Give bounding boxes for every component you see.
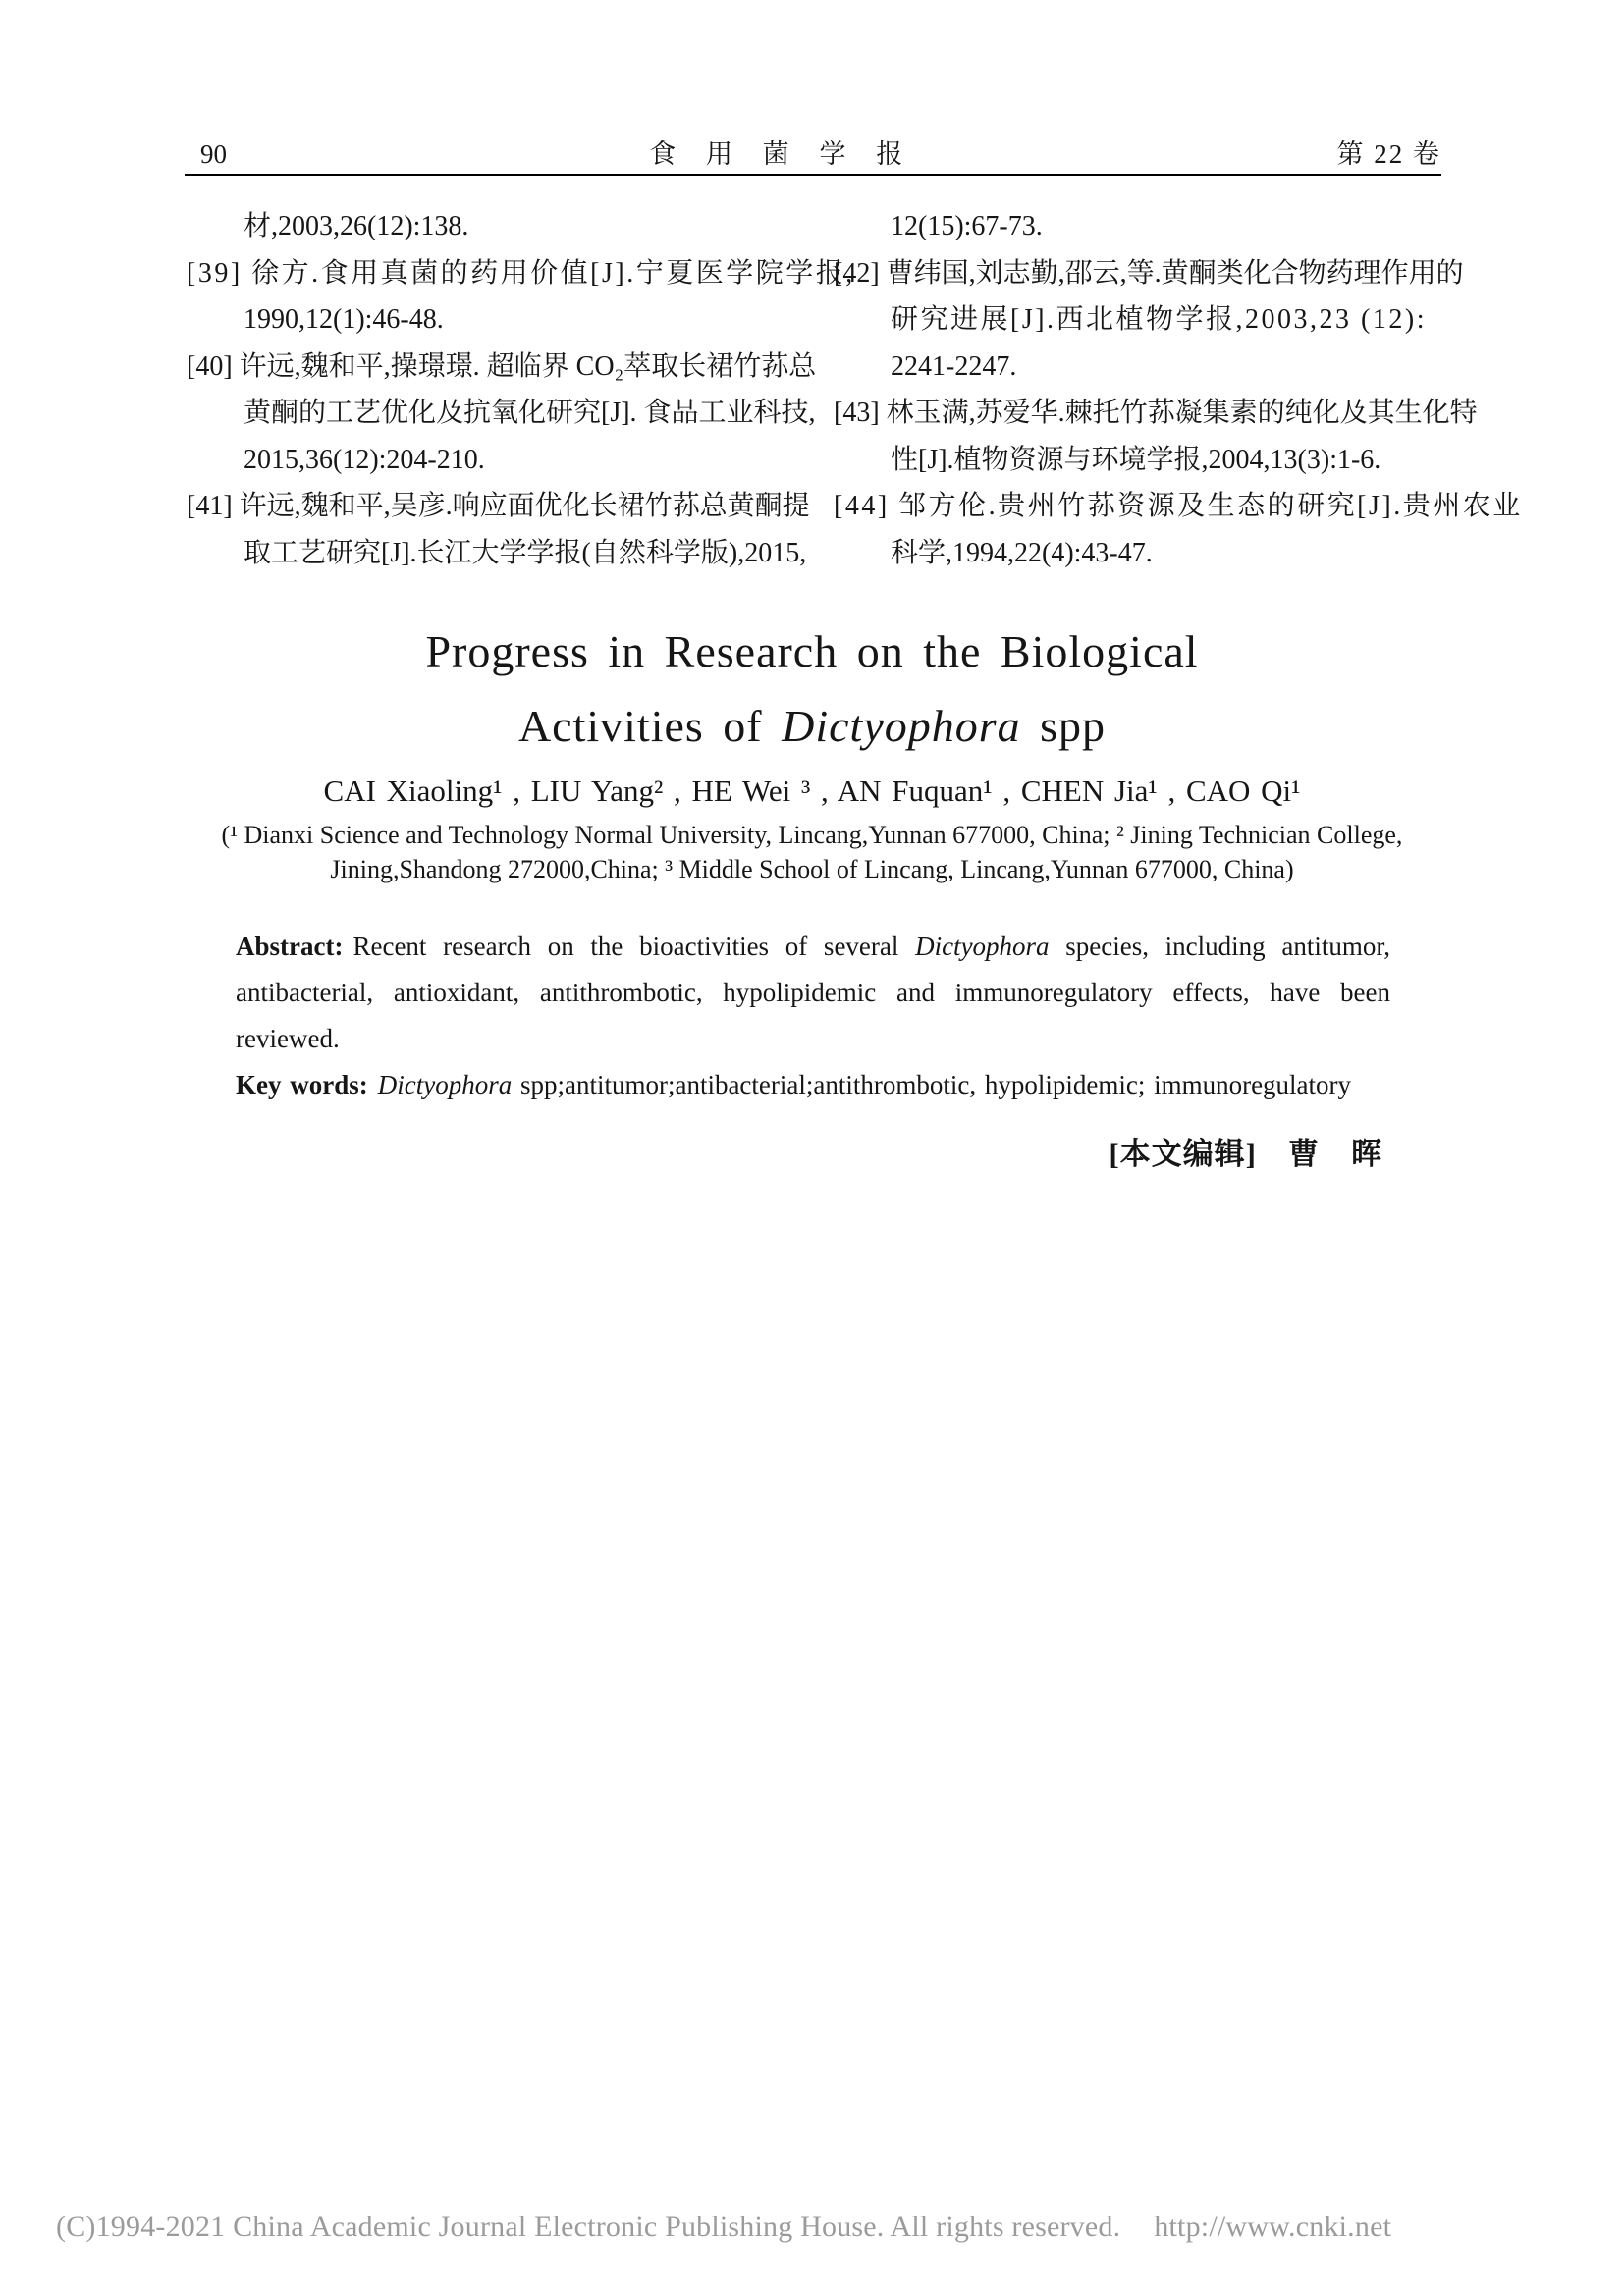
title-line-2 xyxy=(0,689,1624,764)
reference-line: 取工艺研究[J].长江大学学报(自然科学版),2015, xyxy=(244,537,807,568)
title-line-2-pre: Activities of xyxy=(517,701,783,751)
reference-line: [44] 邹方伦.贵州竹荪资源及生态的研究[J].贵州农业 xyxy=(834,491,1523,521)
reference-line: [43] 林玉满,苏爱华.棘托竹荪凝集素的纯化及其生化特 xyxy=(834,398,1478,428)
reference-line: 2241-2247. xyxy=(891,350,1017,382)
genus-name-italic: Dictyophora xyxy=(915,932,1050,961)
article-title xyxy=(0,614,1624,764)
reference-line: 科学,1994,22(4):43-47. xyxy=(891,537,1153,568)
keywords-text: spp;antitumor;antibacterial;antithrombotic, hypolipidemic; immunoregulatory xyxy=(512,1070,1352,1099)
authors-line: CAI Xiaoling¹ , LIU Yang² , HE Wei ³ , AN Fuquan¹ , CHEN Jia¹ , CAO Qi¹ xyxy=(323,774,1301,808)
header-divider xyxy=(185,174,1441,176)
reference-line: 黄酮的工艺优化及抗氧化研究[J]. 食品工业科技, xyxy=(244,398,816,428)
running-head xyxy=(185,139,1441,169)
abstract-text-after: species, including antitumor, antibacterial, antioxidant, antithrombotic, hypolipidemic and immunoregulatory effects, have been reviewed. xyxy=(236,932,1390,1053)
title-line-2-post: spp xyxy=(1020,701,1107,751)
title-line-1: Progress in Research on the Biological xyxy=(425,626,1199,676)
editor-note: [本文编辑] 曹 晖 xyxy=(1109,1137,1382,1171)
affiliation-line-1: (¹ Dianxi Science and Technology Normal University, Lincang,Yunnan 677000, China; ² Jining Technician College, xyxy=(221,821,1403,849)
reference-line: [41] 许远,魏和平,吴彦.响应面优化长裙竹荪总黄酮提 xyxy=(187,491,810,521)
reference-line: 性[J].植物资源与环境学报,2004,13(3):1-6. xyxy=(891,444,1381,475)
abstract-text-before: Recent research on the bioactivities of several xyxy=(352,932,916,961)
keywords-paragraph xyxy=(236,1062,1390,1108)
abstract-label: Abstract: xyxy=(236,932,344,961)
references-left-column xyxy=(187,203,855,576)
reference-line: 材,2003,26(12):138. xyxy=(244,211,469,241)
page-number: 90 xyxy=(200,139,227,169)
reference-line: 12(15):67-73. xyxy=(891,211,1043,241)
reference-line: [39] 徐方.食用真菌的药用价值[J].宁夏医学院学报, xyxy=(187,257,855,289)
volume-label: 第 22 卷 xyxy=(1336,139,1441,169)
affiliations xyxy=(0,818,1624,886)
affiliation-line-2: Jining,Shandong 272000,China; ³ Middle School of Lincang, Lincang,Yunnan 677000, China) xyxy=(330,855,1294,883)
abstract-section xyxy=(236,924,1390,1108)
journal-title: 食 用 菌 学 报 xyxy=(649,139,915,169)
reference-line: 2015,36(12):204-210. xyxy=(244,444,485,475)
reference-line: [42] 曹纬国,刘志勤,邵云,等.黄酮类化合物药理作用的 xyxy=(834,257,1464,289)
reference-line: 1990,12(1):46-48. xyxy=(244,304,444,335)
keywords-label: Key words: xyxy=(236,1070,368,1099)
genus-name-italic: Dictyophora xyxy=(377,1070,513,1099)
cnki-url: http://www.cnki.net xyxy=(1154,2211,1392,2243)
copyright-text: (C)1994-2021 China Academic Journal Electronic Publishing House. All rights reserved. xyxy=(56,2211,1121,2243)
reference-line: 研究进展[J].西北植物学报,2003,23 (12): xyxy=(891,304,1427,335)
footer-watermark xyxy=(56,2211,1391,2244)
abstract-paragraph xyxy=(236,924,1390,1062)
genus-name-italic: Dictyophora xyxy=(782,701,1021,751)
references-right-column xyxy=(834,203,1523,576)
references-section xyxy=(187,203,1523,576)
reference-line: [40] 许远,魏和平,操璟璟. 超临界 CO₂萃取长裙竹荪总 xyxy=(187,350,817,382)
